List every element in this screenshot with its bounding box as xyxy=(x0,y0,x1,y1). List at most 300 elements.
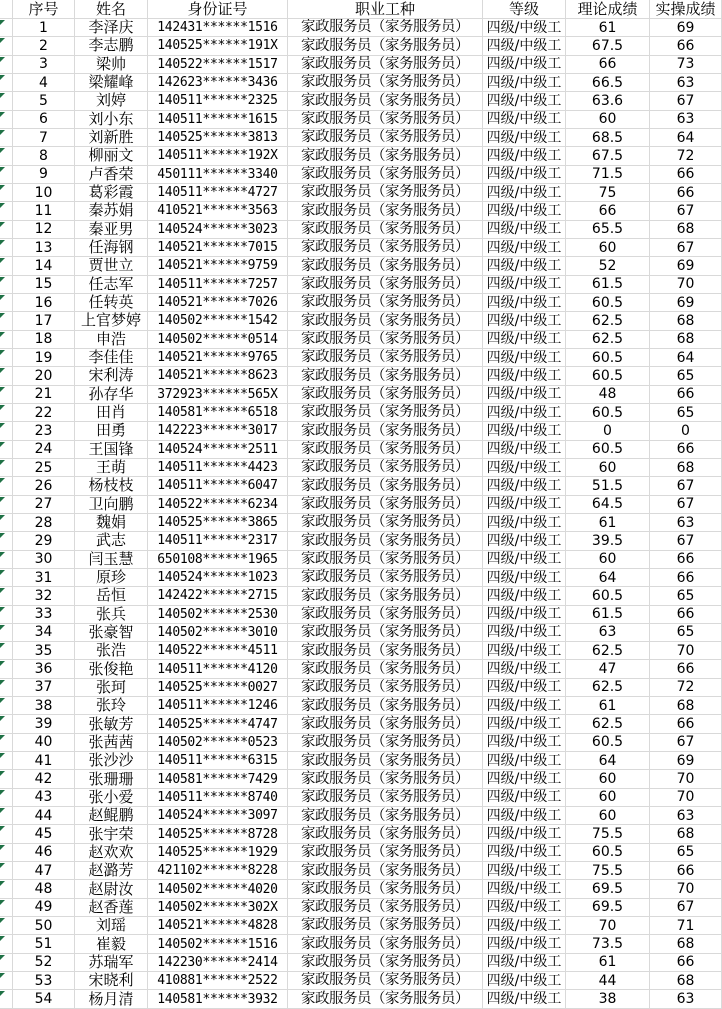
level-cell[interactable]: 四级/中级工 xyxy=(483,862,566,880)
level-cell[interactable]: 四级/中级工 xyxy=(483,624,566,642)
row-number-cell[interactable]: 48 xyxy=(13,880,75,898)
row-number-cell[interactable]: 30 xyxy=(13,551,75,569)
id-number-cell[interactable]: 140502******2530 xyxy=(148,606,288,624)
row-number-cell[interactable]: 52 xyxy=(13,954,75,972)
name-cell[interactable]: 岳恒 xyxy=(75,587,148,605)
row-number-cell[interactable]: 10 xyxy=(13,184,75,202)
name-cell[interactable]: 李志鹏 xyxy=(75,37,148,55)
error-indicator-cell[interactable] xyxy=(0,202,13,220)
occupation-cell[interactable]: 家政服务员（家务服务员） xyxy=(288,459,483,477)
error-indicator-cell[interactable] xyxy=(0,147,13,165)
occupation-cell[interactable]: 家政服务员（家务服务员） xyxy=(288,386,483,404)
occupation-cell[interactable]: 家政服务员（家务服务员） xyxy=(288,92,483,110)
id-number-cell[interactable]: 140511******4423 xyxy=(148,459,288,477)
error-indicator-cell[interactable] xyxy=(0,715,13,733)
row-number-cell[interactable]: 47 xyxy=(13,862,75,880)
level-cell[interactable]: 四级/中级工 xyxy=(483,917,566,935)
practical-score-cell[interactable]: 67 xyxy=(650,92,722,110)
level-cell[interactable]: 四级/中级工 xyxy=(483,312,566,330)
id-number-cell[interactable]: 140521******8623 xyxy=(148,367,288,385)
id-number-cell[interactable]: 140511******6047 xyxy=(148,477,288,495)
theory-score-cell[interactable]: 61.5 xyxy=(566,606,650,624)
name-cell[interactable]: 张沙沙 xyxy=(75,752,148,770)
theory-score-cell[interactable]: 62.5 xyxy=(566,642,650,660)
name-cell[interactable]: 田勇 xyxy=(75,422,148,440)
theory-score-cell[interactable]: 60.5 xyxy=(566,294,650,312)
level-cell[interactable]: 四级/中级工 xyxy=(483,239,566,257)
row-number-cell[interactable]: 7 xyxy=(13,129,75,147)
id-number-cell[interactable]: 410521******3563 xyxy=(148,202,288,220)
practical-score-cell[interactable]: 70 xyxy=(650,642,722,660)
level-cell[interactable]: 四级/中级工 xyxy=(483,331,566,349)
theory-score-cell[interactable]: 60 xyxy=(566,807,650,825)
id-number-cell[interactable]: 142223******3017 xyxy=(148,422,288,440)
error-indicator-cell[interactable] xyxy=(0,294,13,312)
name-cell[interactable]: 武志 xyxy=(75,532,148,550)
practical-score-cell[interactable]: 72 xyxy=(650,679,722,697)
level-cell[interactable]: 四级/中级工 xyxy=(483,19,566,37)
row-number-cell[interactable]: 23 xyxy=(13,422,75,440)
theory-score-cell[interactable]: 0 xyxy=(566,422,650,440)
level-cell[interactable]: 四级/中级工 xyxy=(483,587,566,605)
occupation-cell[interactable]: 家政服务员（家务服务员） xyxy=(288,532,483,550)
level-cell[interactable]: 四级/中级工 xyxy=(483,477,566,495)
row-number-cell[interactable]: 1 xyxy=(13,19,75,37)
level-cell[interactable]: 四级/中级工 xyxy=(483,422,566,440)
practical-score-cell[interactable]: 68 xyxy=(650,331,722,349)
level-cell[interactable]: 四级/中级工 xyxy=(483,129,566,147)
level-cell[interactable]: 四级/中级工 xyxy=(483,386,566,404)
name-cell[interactable]: 张茜茜 xyxy=(75,734,148,752)
occupation-cell[interactable]: 家政服务员（家务服务员） xyxy=(288,166,483,184)
row-number-cell[interactable]: 21 xyxy=(13,386,75,404)
occupation-cell[interactable]: 家政服务员（家务服务员） xyxy=(288,129,483,147)
practical-score-cell[interactable]: 68 xyxy=(650,972,722,990)
row-number-cell[interactable]: 41 xyxy=(13,752,75,770)
name-cell[interactable]: 贾世立 xyxy=(75,257,148,275)
occupation-cell[interactable]: 家政服务员（家务服务员） xyxy=(288,917,483,935)
id-number-cell[interactable]: 140522******4511 xyxy=(148,642,288,660)
practical-score-cell[interactable]: 63 xyxy=(650,74,722,92)
id-number-cell[interactable]: 140502******1516 xyxy=(148,935,288,953)
level-cell[interactable]: 四级/中级工 xyxy=(483,37,566,55)
name-cell[interactable]: 崔毅 xyxy=(75,935,148,953)
level-cell[interactable]: 四级/中级工 xyxy=(483,349,566,367)
occupation-cell[interactable]: 家政服务员（家务服务员） xyxy=(288,935,483,953)
name-cell[interactable]: 刘新胜 xyxy=(75,129,148,147)
name-cell[interactable]: 秦苏娟 xyxy=(75,202,148,220)
level-cell[interactable]: 四级/中级工 xyxy=(483,642,566,660)
practical-score-cell[interactable]: 67 xyxy=(650,477,722,495)
error-indicator-cell[interactable] xyxy=(0,367,13,385)
id-number-cell[interactable]: 140522******1517 xyxy=(148,56,288,74)
row-number-cell[interactable]: 38 xyxy=(13,697,75,715)
occupation-cell[interactable]: 家政服务员（家务服务员） xyxy=(288,899,483,917)
error-indicator-cell[interactable] xyxy=(0,56,13,74)
id-number-cell[interactable]: 142431******1516 xyxy=(148,19,288,37)
practical-score-cell[interactable]: 66 xyxy=(650,441,722,459)
practical-score-cell[interactable]: 65 xyxy=(650,367,722,385)
id-number-cell[interactable]: 140522******6234 xyxy=(148,496,288,514)
occupation-cell[interactable]: 家政服务员（家务服务员） xyxy=(288,587,483,605)
level-cell[interactable]: 四级/中级工 xyxy=(483,972,566,990)
error-indicator-cell[interactable] xyxy=(0,477,13,495)
id-number-cell[interactable]: 140502******1542 xyxy=(148,312,288,330)
row-number-cell[interactable]: 50 xyxy=(13,917,75,935)
row-number-cell[interactable]: 2 xyxy=(13,37,75,55)
level-cell[interactable]: 四级/中级工 xyxy=(483,606,566,624)
name-cell[interactable]: 任转英 xyxy=(75,294,148,312)
occupation-cell[interactable]: 家政服务员（家务服务员） xyxy=(288,715,483,733)
practical-score-cell[interactable]: 72 xyxy=(650,147,722,165)
error-indicator-cell[interactable] xyxy=(0,37,13,55)
level-cell[interactable]: 四级/中级工 xyxy=(483,752,566,770)
level-cell[interactable]: 四级/中级工 xyxy=(483,954,566,972)
level-cell[interactable]: 四级/中级工 xyxy=(483,899,566,917)
occupation-cell[interactable]: 家政服务员（家务服务员） xyxy=(288,147,483,165)
row-number-cell[interactable]: 42 xyxy=(13,770,75,788)
row-number-cell[interactable]: 25 xyxy=(13,459,75,477)
name-cell[interactable]: 赵香莲 xyxy=(75,899,148,917)
occupation-cell[interactable]: 家政服务员（家务服务员） xyxy=(288,514,483,532)
error-indicator-cell[interactable] xyxy=(0,514,13,532)
row-number-cell[interactable]: 19 xyxy=(13,349,75,367)
id-number-cell[interactable]: 140521******9765 xyxy=(148,349,288,367)
error-indicator-cell[interactable] xyxy=(0,239,13,257)
header-occupation[interactable]: 职业工种 xyxy=(288,0,483,19)
practical-score-cell[interactable]: 68 xyxy=(650,221,722,239)
level-cell[interactable]: 四级/中级工 xyxy=(483,660,566,678)
occupation-cell[interactable]: 家政服务员（家务服务员） xyxy=(288,19,483,37)
theory-score-cell[interactable]: 60.5 xyxy=(566,349,650,367)
error-indicator-cell[interactable] xyxy=(0,92,13,110)
practical-score-cell[interactable]: 67 xyxy=(650,202,722,220)
practical-score-cell[interactable]: 69 xyxy=(650,257,722,275)
name-cell[interactable]: 秦亚男 xyxy=(75,221,148,239)
practical-score-cell[interactable]: 70 xyxy=(650,276,722,294)
theory-score-cell[interactable]: 62.5 xyxy=(566,312,650,330)
id-number-cell[interactable]: 140511******1615 xyxy=(148,111,288,129)
row-number-cell[interactable]: 16 xyxy=(13,294,75,312)
theory-score-cell[interactable]: 61.5 xyxy=(566,276,650,294)
level-cell[interactable]: 四级/中级工 xyxy=(483,844,566,862)
id-number-cell[interactable]: 140525******3865 xyxy=(148,514,288,532)
level-cell[interactable]: 四级/中级工 xyxy=(483,715,566,733)
practical-score-cell[interactable]: 66 xyxy=(650,386,722,404)
error-indicator-cell[interactable] xyxy=(0,917,13,935)
row-number-cell[interactable]: 12 xyxy=(13,221,75,239)
error-indicator-cell[interactable] xyxy=(0,129,13,147)
error-indicator-cell[interactable] xyxy=(0,697,13,715)
row-number-cell[interactable]: 8 xyxy=(13,147,75,165)
occupation-cell[interactable]: 家政服务员（家务服务员） xyxy=(288,111,483,129)
id-number-cell[interactable]: 140521******7015 xyxy=(148,239,288,257)
occupation-cell[interactable]: 家政服务员（家务服务员） xyxy=(288,770,483,788)
theory-score-cell[interactable]: 47 xyxy=(566,660,650,678)
name-cell[interactable]: 李佳佳 xyxy=(75,349,148,367)
occupation-cell[interactable]: 家政服务员（家务服务员） xyxy=(288,349,483,367)
level-cell[interactable]: 四级/中级工 xyxy=(483,294,566,312)
id-number-cell[interactable]: 140581******7429 xyxy=(148,770,288,788)
occupation-cell[interactable]: 家政服务员（家务服务员） xyxy=(288,37,483,55)
level-cell[interactable]: 四级/中级工 xyxy=(483,202,566,220)
error-indicator-cell[interactable] xyxy=(0,276,13,294)
header-practical-score[interactable]: 实操成绩 xyxy=(650,0,722,19)
name-cell[interactable]: 张浩 xyxy=(75,642,148,660)
theory-score-cell[interactable]: 62.5 xyxy=(566,715,650,733)
practical-score-cell[interactable]: 66 xyxy=(650,551,722,569)
occupation-cell[interactable]: 家政服务员（家务服务员） xyxy=(288,551,483,569)
level-cell[interactable]: 四级/中级工 xyxy=(483,789,566,807)
practical-score-cell[interactable]: 68 xyxy=(650,459,722,477)
level-cell[interactable]: 四级/中级工 xyxy=(483,404,566,422)
practical-score-cell[interactable]: 69 xyxy=(650,294,722,312)
occupation-cell[interactable]: 家政服务员（家务服务员） xyxy=(288,367,483,385)
row-number-cell[interactable]: 13 xyxy=(13,239,75,257)
row-number-cell[interactable]: 24 xyxy=(13,441,75,459)
theory-score-cell[interactable]: 62.5 xyxy=(566,331,650,349)
row-number-cell[interactable]: 45 xyxy=(13,825,75,843)
name-cell[interactable]: 闫玉慧 xyxy=(75,551,148,569)
level-cell[interactable]: 四级/中级工 xyxy=(483,734,566,752)
level-cell[interactable]: 四级/中级工 xyxy=(483,825,566,843)
level-cell[interactable]: 四级/中级工 xyxy=(483,92,566,110)
error-indicator-cell[interactable] xyxy=(0,954,13,972)
practical-score-cell[interactable]: 69 xyxy=(650,19,722,37)
error-indicator-cell[interactable] xyxy=(0,459,13,477)
error-indicator-cell[interactable] xyxy=(0,935,13,953)
row-number-cell[interactable]: 14 xyxy=(13,257,75,275)
level-cell[interactable]: 四级/中级工 xyxy=(483,935,566,953)
id-number-cell[interactable]: 140502******3010 xyxy=(148,624,288,642)
practical-score-cell[interactable]: 65 xyxy=(650,624,722,642)
practical-score-cell[interactable]: 68 xyxy=(650,935,722,953)
error-indicator-cell[interactable] xyxy=(0,734,13,752)
level-cell[interactable]: 四级/中级工 xyxy=(483,111,566,129)
practical-score-cell[interactable]: 64 xyxy=(650,129,722,147)
id-number-cell[interactable]: 140511******4120 xyxy=(148,660,288,678)
name-cell[interactable]: 原珍 xyxy=(75,569,148,587)
row-number-cell[interactable]: 35 xyxy=(13,642,75,660)
error-indicator-cell[interactable] xyxy=(0,770,13,788)
theory-score-cell[interactable]: 63.6 xyxy=(566,92,650,110)
theory-score-cell[interactable]: 65.5 xyxy=(566,221,650,239)
row-number-cell[interactable]: 6 xyxy=(13,111,75,129)
id-number-cell[interactable]: 140581******6518 xyxy=(148,404,288,422)
theory-score-cell[interactable]: 69.5 xyxy=(566,880,650,898)
error-indicator-cell[interactable] xyxy=(0,862,13,880)
theory-score-cell[interactable]: 64 xyxy=(566,752,650,770)
name-cell[interactable]: 张敏芳 xyxy=(75,715,148,733)
id-number-cell[interactable]: 142623******3436 xyxy=(148,74,288,92)
row-number-cell[interactable]: 49 xyxy=(13,899,75,917)
id-number-cell[interactable]: 140521******9759 xyxy=(148,257,288,275)
theory-score-cell[interactable]: 64 xyxy=(566,569,650,587)
practical-score-cell[interactable]: 73 xyxy=(650,56,722,74)
theory-score-cell[interactable]: 39.5 xyxy=(566,532,650,550)
error-indicator-cell[interactable] xyxy=(0,111,13,129)
theory-score-cell[interactable]: 61 xyxy=(566,514,650,532)
row-number-cell[interactable]: 5 xyxy=(13,92,75,110)
occupation-cell[interactable]: 家政服务员（家务服务员） xyxy=(288,862,483,880)
occupation-cell[interactable]: 家政服务员（家务服务员） xyxy=(288,880,483,898)
theory-score-cell[interactable]: 44 xyxy=(566,972,650,990)
occupation-cell[interactable]: 家政服务员（家务服务员） xyxy=(288,221,483,239)
id-number-cell[interactable]: 140524******3023 xyxy=(148,221,288,239)
level-cell[interactable]: 四级/中级工 xyxy=(483,56,566,74)
name-cell[interactable]: 赵潞芳 xyxy=(75,862,148,880)
theory-score-cell[interactable]: 60.5 xyxy=(566,441,650,459)
row-number-cell[interactable]: 44 xyxy=(13,807,75,825)
practical-score-cell[interactable]: 67 xyxy=(650,899,722,917)
practical-score-cell[interactable]: 63 xyxy=(650,111,722,129)
practical-score-cell[interactable]: 66 xyxy=(650,569,722,587)
id-number-cell[interactable]: 140524******1023 xyxy=(148,569,288,587)
theory-score-cell[interactable]: 48 xyxy=(566,386,650,404)
error-indicator-cell[interactable] xyxy=(0,441,13,459)
practical-score-cell[interactable]: 67 xyxy=(650,496,722,514)
id-number-cell[interactable]: 142230******2414 xyxy=(148,954,288,972)
name-cell[interactable]: 刘婷 xyxy=(75,92,148,110)
name-cell[interactable]: 魏娟 xyxy=(75,514,148,532)
name-cell[interactable]: 刘瑶 xyxy=(75,917,148,935)
name-cell[interactable]: 柳丽文 xyxy=(75,147,148,165)
id-number-cell[interactable]: 140502******0514 xyxy=(148,331,288,349)
error-indicator-cell[interactable] xyxy=(0,825,13,843)
header-name[interactable]: 姓名 xyxy=(75,0,148,19)
practical-score-cell[interactable]: 68 xyxy=(650,697,722,715)
occupation-cell[interactable]: 家政服务员（家务服务员） xyxy=(288,642,483,660)
practical-score-cell[interactable]: 63 xyxy=(650,807,722,825)
theory-score-cell[interactable]: 60 xyxy=(566,770,650,788)
id-number-cell[interactable]: 410881******2522 xyxy=(148,972,288,990)
practical-score-cell[interactable]: 66 xyxy=(650,660,722,678)
theory-score-cell[interactable]: 66 xyxy=(566,202,650,220)
level-cell[interactable]: 四级/中级工 xyxy=(483,459,566,477)
id-number-cell[interactable]: 140511******6315 xyxy=(148,752,288,770)
row-number-cell[interactable]: 39 xyxy=(13,715,75,733)
name-cell[interactable]: 刘小东 xyxy=(75,111,148,129)
row-number-cell[interactable]: 54 xyxy=(13,990,75,1008)
name-cell[interactable]: 张宇荣 xyxy=(75,825,148,843)
name-cell[interactable]: 卫向鹏 xyxy=(75,496,148,514)
theory-score-cell[interactable]: 61 xyxy=(566,19,650,37)
name-cell[interactable]: 宋晓利 xyxy=(75,972,148,990)
id-number-cell[interactable]: 140511******2325 xyxy=(148,92,288,110)
row-number-cell[interactable]: 26 xyxy=(13,477,75,495)
theory-score-cell[interactable]: 68.5 xyxy=(566,129,650,147)
theory-score-cell[interactable]: 60 xyxy=(566,789,650,807)
row-number-cell[interactable]: 22 xyxy=(13,404,75,422)
row-number-cell[interactable]: 40 xyxy=(13,734,75,752)
occupation-cell[interactable]: 家政服务员（家务服务员） xyxy=(288,239,483,257)
theory-score-cell[interactable]: 66 xyxy=(566,56,650,74)
theory-score-cell[interactable]: 60.5 xyxy=(566,734,650,752)
level-cell[interactable]: 四级/中级工 xyxy=(483,551,566,569)
theory-score-cell[interactable]: 62.5 xyxy=(566,679,650,697)
practical-score-cell[interactable]: 66 xyxy=(650,862,722,880)
id-number-cell[interactable]: 140511******7257 xyxy=(148,276,288,294)
practical-score-cell[interactable]: 70 xyxy=(650,770,722,788)
id-number-cell[interactable]: 140525******4747 xyxy=(148,715,288,733)
error-indicator-cell[interactable] xyxy=(0,642,13,660)
id-number-cell[interactable]: 140502******4020 xyxy=(148,880,288,898)
theory-score-cell[interactable]: 64.5 xyxy=(566,496,650,514)
practical-score-cell[interactable]: 63 xyxy=(650,514,722,532)
name-cell[interactable]: 杨枝枝 xyxy=(75,477,148,495)
name-cell[interactable]: 申浩 xyxy=(75,331,148,349)
theory-score-cell[interactable]: 75.5 xyxy=(566,825,650,843)
error-indicator-cell[interactable] xyxy=(0,880,13,898)
name-cell[interactable]: 张俊艳 xyxy=(75,660,148,678)
id-number-cell[interactable]: 140525******3813 xyxy=(148,129,288,147)
error-indicator-cell[interactable] xyxy=(0,331,13,349)
practical-score-cell[interactable]: 67 xyxy=(650,532,722,550)
row-number-cell[interactable]: 46 xyxy=(13,844,75,862)
row-number-cell[interactable]: 37 xyxy=(13,679,75,697)
name-cell[interactable]: 张兵 xyxy=(75,606,148,624)
id-number-cell[interactable]: 140524******2511 xyxy=(148,441,288,459)
name-cell[interactable]: 任海钢 xyxy=(75,239,148,257)
error-indicator-cell[interactable] xyxy=(0,422,13,440)
practical-score-cell[interactable]: 68 xyxy=(650,825,722,843)
occupation-cell[interactable]: 家政服务员（家务服务员） xyxy=(288,789,483,807)
id-number-cell[interactable]: 372923******565X xyxy=(148,386,288,404)
level-cell[interactable]: 四级/中级工 xyxy=(483,679,566,697)
id-number-cell[interactable]: 450111******3340 xyxy=(148,166,288,184)
id-number-cell[interactable]: 140525******8728 xyxy=(148,825,288,843)
occupation-cell[interactable]: 家政服务员（家务服务员） xyxy=(288,294,483,312)
header-row-number[interactable]: 序号 xyxy=(13,0,75,19)
occupation-cell[interactable]: 家政服务员（家务服务员） xyxy=(288,331,483,349)
name-cell[interactable]: 田肖 xyxy=(75,404,148,422)
theory-score-cell[interactable]: 60.5 xyxy=(566,404,650,422)
occupation-cell[interactable]: 家政服务员（家务服务员） xyxy=(288,624,483,642)
practical-score-cell[interactable]: 70 xyxy=(650,880,722,898)
error-indicator-cell[interactable] xyxy=(0,312,13,330)
id-number-cell[interactable]: 140521******4828 xyxy=(148,917,288,935)
occupation-cell[interactable]: 家政服务员（家务服务员） xyxy=(288,844,483,862)
error-indicator-cell[interactable] xyxy=(0,569,13,587)
id-number-cell[interactable]: 140502******0523 xyxy=(148,734,288,752)
error-indicator-cell[interactable] xyxy=(0,349,13,367)
error-indicator-cell[interactable] xyxy=(0,899,13,917)
occupation-cell[interactable]: 家政服务员（家务服务员） xyxy=(288,807,483,825)
error-indicator-cell[interactable] xyxy=(0,752,13,770)
row-number-cell[interactable]: 36 xyxy=(13,660,75,678)
row-number-cell[interactable]: 4 xyxy=(13,74,75,92)
theory-score-cell[interactable]: 71.5 xyxy=(566,166,650,184)
error-indicator-cell[interactable] xyxy=(0,19,13,37)
theory-score-cell[interactable]: 60.5 xyxy=(566,587,650,605)
name-cell[interactable]: 杨月清 xyxy=(75,990,148,1008)
practical-score-cell[interactable]: 68 xyxy=(650,312,722,330)
occupation-cell[interactable]: 家政服务员（家务服务员） xyxy=(288,825,483,843)
row-number-cell[interactable]: 15 xyxy=(13,276,75,294)
level-cell[interactable]: 四级/中级工 xyxy=(483,496,566,514)
name-cell[interactable]: 任志军 xyxy=(75,276,148,294)
practical-score-cell[interactable]: 65 xyxy=(650,844,722,862)
row-number-cell[interactable]: 43 xyxy=(13,789,75,807)
theory-score-cell[interactable]: 75.5 xyxy=(566,862,650,880)
practical-score-cell[interactable]: 66 xyxy=(650,37,722,55)
row-number-cell[interactable]: 11 xyxy=(13,202,75,220)
name-cell[interactable]: 梁耀峰 xyxy=(75,74,148,92)
practical-score-cell[interactable]: 67 xyxy=(650,734,722,752)
header-theory-score[interactable]: 理论成绩 xyxy=(566,0,650,19)
level-cell[interactable]: 四级/中级工 xyxy=(483,147,566,165)
id-number-cell[interactable]: 140502******302X xyxy=(148,899,288,917)
